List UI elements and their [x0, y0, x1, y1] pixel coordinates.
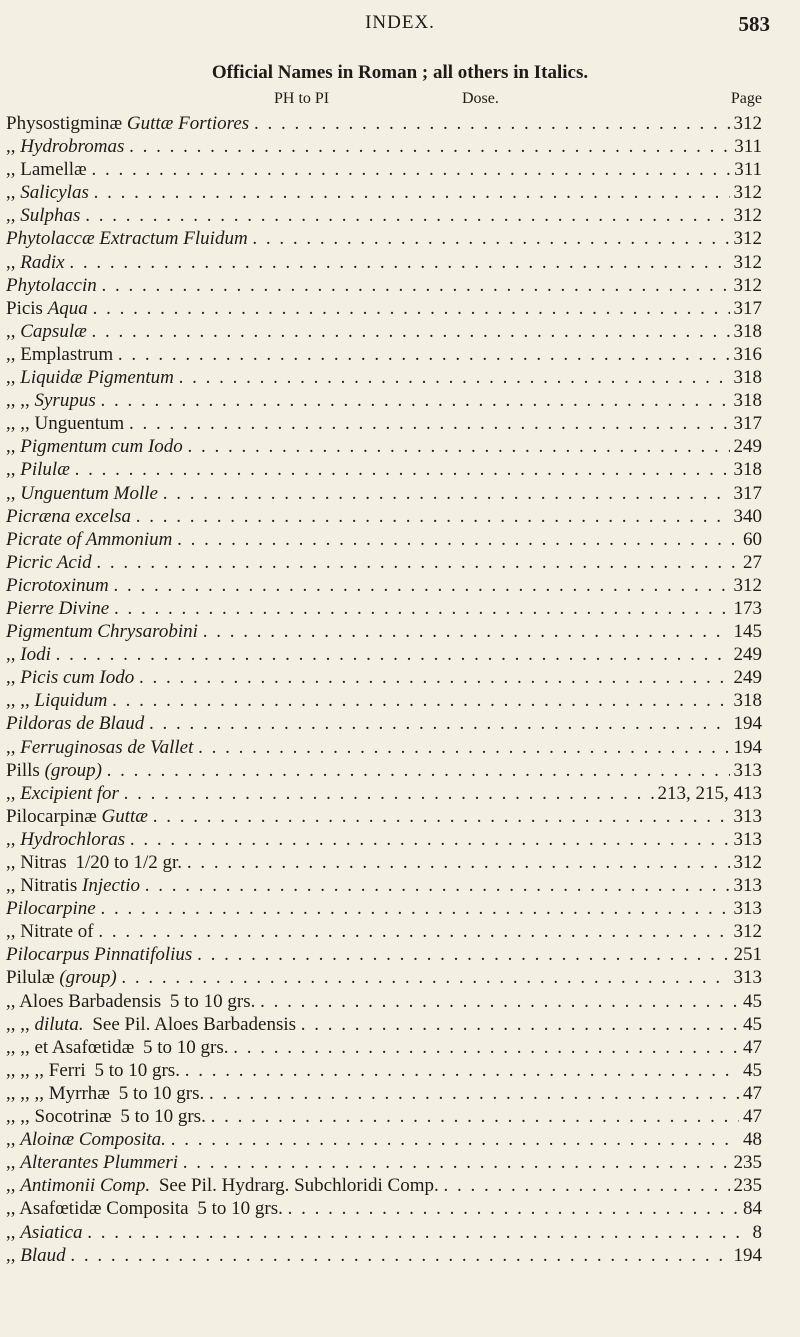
entry-page-number: 194 [730, 736, 763, 759]
entry-italic-name: Injectio [82, 875, 141, 897]
entry-italic-name: Liquidum [34, 690, 108, 712]
index-entry [0, 1059, 800, 1082]
entry-text [6, 297, 760, 320]
entry-text [6, 828, 760, 851]
entry-text [6, 759, 760, 782]
entry-roman-name: Asafœtidæ Composita [19, 1198, 189, 1220]
index-entry [0, 297, 800, 320]
entry-text [6, 990, 760, 1013]
column-headers [0, 90, 800, 112]
entry-italic-name: (group) [59, 967, 117, 989]
entry-text [6, 435, 760, 458]
entry-page-number: 8 [749, 1221, 763, 1244]
entry-dose: 5 to 10 grs. [94, 1059, 180, 1081]
index-entry [0, 759, 800, 782]
index-entry [0, 389, 800, 412]
entry-text [6, 320, 760, 343]
entry-text [6, 135, 760, 158]
entry-prefix: ,, ,, [6, 1013, 30, 1035]
entry-page-number: 194 [730, 1244, 763, 1267]
entry-prefix: Pilulæ [6, 967, 55, 989]
entry-text [6, 1105, 760, 1128]
entry-page-number: 213, 215, 413 [654, 782, 763, 805]
entry-prefix: ,, [6, 1244, 16, 1266]
entry-text [6, 343, 760, 366]
entry-italic-name: Pilocarpine [6, 898, 96, 920]
entry-page-number: 318 [730, 366, 763, 389]
entry-prefix: ,, [6, 459, 16, 481]
entry-page-number: 249 [730, 666, 763, 689]
entry-text [6, 851, 760, 874]
index-entry [0, 1197, 800, 1220]
index-entry [0, 990, 800, 1013]
page-number: 583 [738, 12, 770, 36]
entry-italic-name: Pierre Divine [6, 597, 110, 619]
index-entry [0, 805, 800, 828]
entry-prefix: ,, ,, ,, [6, 1059, 44, 1081]
index-entry [0, 204, 800, 227]
entry-prefix: ,, [6, 1152, 16, 1174]
entry-page-number: 47 [739, 1082, 762, 1105]
entry-page-number: 45 [739, 990, 762, 1013]
entry-text [6, 227, 760, 250]
entry-page-number: 313 [730, 828, 763, 851]
entry-page-number: 317 [730, 412, 763, 435]
index-entry [0, 528, 800, 551]
entry-text [6, 551, 760, 574]
entry-italic-name: Pigmentum cum Iodo [20, 436, 183, 458]
entry-page-number: 194 [730, 712, 763, 735]
entry-text [6, 574, 760, 597]
entry-prefix: ,, [6, 367, 16, 389]
entry-page-number: 235 [730, 1151, 763, 1174]
entry-prefix: ,, [6, 343, 16, 365]
entry-page-number: 312 [730, 204, 763, 227]
entry-italic-name: Liquidæ Pigmentum [20, 367, 174, 389]
entry-text [6, 1128, 760, 1151]
entry-page-number: 317 [730, 482, 763, 505]
entry-italic-name: (group) [44, 759, 102, 781]
index-entry [0, 343, 800, 366]
entry-prefix: ,, ,, ,, [6, 1082, 44, 1104]
entry-italic-name: Radix [20, 251, 65, 273]
entry-text [6, 1244, 760, 1267]
entry-italic-name: Alterantes Plummeri [20, 1152, 179, 1174]
index-entry [0, 643, 800, 666]
entry-text [6, 251, 760, 274]
entry-page-number: 318 [730, 389, 763, 412]
entry-page-number: 313 [730, 897, 763, 920]
column-header-page: Page [730, 90, 762, 107]
entry-italic-name: Picrate of Ammonium [6, 528, 173, 550]
entry-prefix: Picis [6, 297, 43, 319]
entry-roman-name: Nitratis [20, 875, 78, 897]
entry-dose: See Pil. Hydrarg. Subchloridi Comp. [158, 1175, 439, 1197]
entry-page-number: 84 [739, 1197, 762, 1220]
index-entry [0, 666, 800, 689]
entry-text [6, 366, 760, 389]
entry-page-number: 312 [730, 112, 763, 135]
entry-italic-name: Pigmentum Chrysarobini [6, 621, 198, 643]
entry-dose: 5 to 10 grs. [118, 1082, 205, 1104]
index-entry [0, 828, 800, 851]
entry-page-number: 249 [730, 435, 763, 458]
entry-page-number: 313 [730, 805, 763, 828]
entry-text [6, 1197, 760, 1220]
entry-text [6, 897, 760, 920]
running-head-title: INDEX. [365, 12, 435, 33]
entry-roman-name: Nitrate of [20, 921, 94, 943]
entry-page-number: 313 [730, 759, 763, 782]
entry-italic-name: Ferruginosas de Vallet [20, 736, 194, 758]
entry-prefix: ,, [6, 782, 16, 804]
entry-italic-name: Asiatica [20, 1221, 83, 1243]
entry-text [6, 1082, 760, 1105]
entry-page-number: 235 [730, 1174, 763, 1197]
entry-italic-name: Pildoras de Blaud [6, 713, 145, 735]
entry-italic-name: diluta. [34, 1013, 84, 1035]
entry-text [6, 966, 760, 989]
entry-italic-name: Picis cum Iodo [20, 667, 135, 689]
entry-page-number: 312 [730, 920, 763, 943]
entry-italic-name: Phytolaccin [6, 274, 97, 296]
entry-italic-name: Hydrochloras [20, 828, 126, 850]
column-header-dose: Dose. [462, 90, 499, 107]
entry-page-number: 249 [730, 643, 763, 666]
entry-italic-name: Guttæ Fortiores [126, 113, 250, 134]
entry-prefix: ,, ,, [6, 1036, 30, 1058]
entry-prefix: ,, ,, [6, 1106, 30, 1128]
entry-prefix: ,, [6, 482, 16, 504]
index-entry [0, 897, 800, 920]
entry-italic-name: Blaud [20, 1244, 66, 1266]
entry-text [6, 1036, 760, 1059]
entry-text [6, 112, 760, 135]
entry-roman-name: Socotrinæ [34, 1106, 112, 1128]
entry-text [6, 1151, 760, 1174]
entry-italic-name: Picric Acid [6, 551, 92, 573]
entry-page-number: 312 [730, 851, 763, 874]
entry-page-number: 47 [739, 1036, 762, 1059]
entry-page-number: 45 [739, 1059, 762, 1082]
index-entry [0, 1221, 800, 1244]
entry-text [6, 805, 760, 828]
entry-text [6, 181, 760, 204]
index-entry [0, 1082, 800, 1105]
entry-prefix: ,, [6, 182, 16, 204]
entry-italic-name: Aqua [47, 297, 88, 319]
index-entry [0, 966, 800, 989]
entry-text [6, 689, 760, 712]
entry-italic-name: Guttæ [101, 805, 148, 827]
index-entry [0, 574, 800, 597]
running-head [0, 10, 800, 38]
entry-italic-name: Capsulæ [20, 320, 87, 342]
entry-text [6, 1221, 760, 1244]
index-entry [0, 181, 800, 204]
entry-italic-name: Aloinæ Composita. [20, 1129, 166, 1151]
entry-prefix: Pills [6, 759, 40, 781]
entry-text [6, 274, 760, 297]
entry-prefix: Physostigminæ [6, 113, 123, 134]
entry-prefix: ,, ,, [6, 413, 30, 435]
index-entry [0, 689, 800, 712]
index-entry [0, 251, 800, 274]
entry-page-number: 47 [739, 1105, 762, 1128]
entry-text [6, 505, 760, 528]
entry-page-number: 312 [730, 574, 763, 597]
entry-italic-name: Hydrobromas [20, 136, 125, 158]
entry-italic-name: Pilocarpus Pinnatifolius [6, 944, 193, 966]
entry-page-number: 318 [730, 689, 763, 712]
entry-roman-name: et Asafœtidæ [34, 1036, 135, 1058]
entry-prefix: ,, [6, 736, 16, 758]
index-entry [0, 274, 800, 297]
index-entry [0, 1244, 800, 1267]
entry-dose: 5 to 10 grs. [120, 1106, 206, 1128]
entry-page-number: 45 [739, 1013, 762, 1036]
entry-page-number: 312 [730, 251, 763, 274]
entry-roman-name: Nitras [20, 852, 67, 873]
entry-prefix: ,, [6, 436, 16, 458]
entry-text [6, 1174, 760, 1197]
entry-dose: See Pil. Aloes Barbadensis [92, 1013, 297, 1035]
index-entry [0, 366, 800, 389]
column-header-range: PH to PI [274, 90, 330, 107]
entry-page-number: 312 [730, 181, 763, 204]
entry-prefix: ,, [6, 644, 16, 666]
index-entry [0, 1036, 800, 1059]
entry-text [6, 943, 760, 966]
index-entry [0, 112, 800, 135]
entry-text [6, 482, 760, 505]
index-entry [0, 736, 800, 759]
index-entry [0, 851, 800, 874]
index-entry [0, 551, 800, 574]
entry-italic-name: Phytolaccæ Extractum Fluidum [6, 228, 248, 250]
entry-prefix: ,, [6, 159, 16, 181]
entry-roman-name: Aloes Barbadensis [19, 990, 162, 1012]
entry-prefix: ,, [6, 1175, 16, 1197]
entry-prefix: ,, [6, 828, 16, 850]
entry-page-number: 318 [730, 320, 763, 343]
entry-page-number: 313 [730, 874, 763, 897]
entry-page-number: 318 [730, 458, 763, 481]
entry-page-number: 60 [739, 528, 762, 551]
entry-page-number: 312 [730, 274, 763, 297]
entry-text [6, 620, 760, 643]
entry-page-number: 340 [730, 505, 763, 528]
entry-page-number: 311 [730, 135, 762, 158]
entry-prefix: ,, [6, 667, 16, 689]
index-entry [0, 1013, 800, 1036]
entry-italic-name: Salicylas [20, 182, 89, 204]
index-entry [0, 412, 800, 435]
entry-page-number: 313 [730, 966, 763, 989]
entry-page-number: 316 [730, 343, 763, 366]
entry-text [6, 1013, 760, 1036]
index-entry [0, 597, 800, 620]
entry-italic-name: Excipient for [20, 782, 119, 804]
entry-text [6, 643, 760, 666]
entry-page-number: 317 [730, 297, 763, 320]
entry-text [6, 874, 760, 897]
index-entry [0, 1174, 800, 1197]
entry-roman-name: Ferri [48, 1059, 86, 1081]
entry-prefix: ,, [6, 251, 16, 273]
entry-italic-name: Picrotoxinum [6, 574, 109, 596]
entry-italic-name: Pilulæ [20, 459, 70, 481]
index-entry [0, 158, 800, 181]
entry-prefix: ,, [6, 320, 16, 342]
index-entry [0, 620, 800, 643]
index-entry [0, 1151, 800, 1174]
entry-page-number: 251 [730, 943, 763, 966]
entry-roman-name: Lamellæ [20, 159, 87, 181]
entry-page-number: 173 [730, 597, 763, 620]
entry-dose: 1/20 to 1/2 gr. [75, 852, 183, 873]
index-entry [0, 1128, 800, 1151]
entry-prefix: ,, [6, 205, 16, 227]
index-entry [0, 458, 800, 481]
index-entry [0, 435, 800, 458]
entry-page-number: 311 [730, 158, 762, 181]
entry-prefix: ,, [6, 921, 16, 943]
entry-dose: 5 to 10 grs. [197, 1198, 283, 1220]
entry-text [6, 412, 760, 435]
index-entry [0, 943, 800, 966]
entry-italic-name: Iodi [20, 644, 51, 666]
entry-roman-name: Unguentum [34, 413, 125, 435]
index-subtitle: Official Names in Roman ; all others in Italics. [211, 62, 589, 83]
entry-italic-name: Antimonii Comp. [20, 1175, 151, 1197]
index-entry [0, 505, 800, 528]
entry-prefix: ,, [6, 1129, 16, 1151]
entry-dose: 5 to 10 grs. [169, 990, 256, 1012]
entry-roman-name: Myrrhæ [48, 1082, 110, 1104]
entry-text [6, 920, 760, 943]
entry-text [6, 528, 760, 551]
entry-text [6, 736, 760, 759]
entry-prefix: ,, [6, 1198, 16, 1220]
entry-italic-name: Unguentum Molle [20, 482, 158, 504]
entry-page-number: 27 [739, 551, 762, 574]
entry-text [6, 389, 760, 412]
index-entries [0, 112, 800, 1267]
entry-text [6, 666, 760, 689]
entry-text [6, 782, 760, 805]
entry-text [6, 158, 760, 181]
entry-italic-name: Syrupus [34, 390, 96, 412]
entry-page-number: 145 [730, 620, 763, 643]
index-entry [0, 1105, 800, 1128]
entry-text [6, 1059, 760, 1082]
entry-prefix: ,, [6, 875, 16, 897]
entry-dose: 5 to 10 grs. [143, 1036, 229, 1058]
index-entry [0, 920, 800, 943]
entry-prefix: ,, [6, 1221, 16, 1243]
entry-italic-name: Picræna excelsa [6, 505, 132, 527]
entry-prefix: ,, [6, 990, 16, 1012]
index-entry [0, 712, 800, 735]
entry-prefix: ,, [6, 852, 16, 873]
entry-prefix: ,, ,, [6, 690, 30, 712]
entry-text [6, 712, 760, 735]
index-entry [0, 482, 800, 505]
entry-italic-name: Sulphas [20, 205, 81, 227]
entry-prefix: Pilocarpinæ [6, 805, 97, 827]
entry-page-number: 312 [730, 227, 763, 250]
entry-roman-name: Emplastrum [20, 343, 114, 365]
index-entry [0, 874, 800, 897]
entry-text [6, 597, 760, 620]
entry-text [6, 204, 760, 227]
index-entry [0, 135, 800, 158]
entry-text [6, 458, 760, 481]
entry-prefix: ,, ,, [6, 390, 30, 412]
index-entry [0, 320, 800, 343]
entry-prefix: ,, [6, 136, 16, 158]
entry-page-number: 48 [739, 1128, 762, 1151]
index-entry [0, 782, 800, 805]
index-entry [0, 227, 800, 250]
